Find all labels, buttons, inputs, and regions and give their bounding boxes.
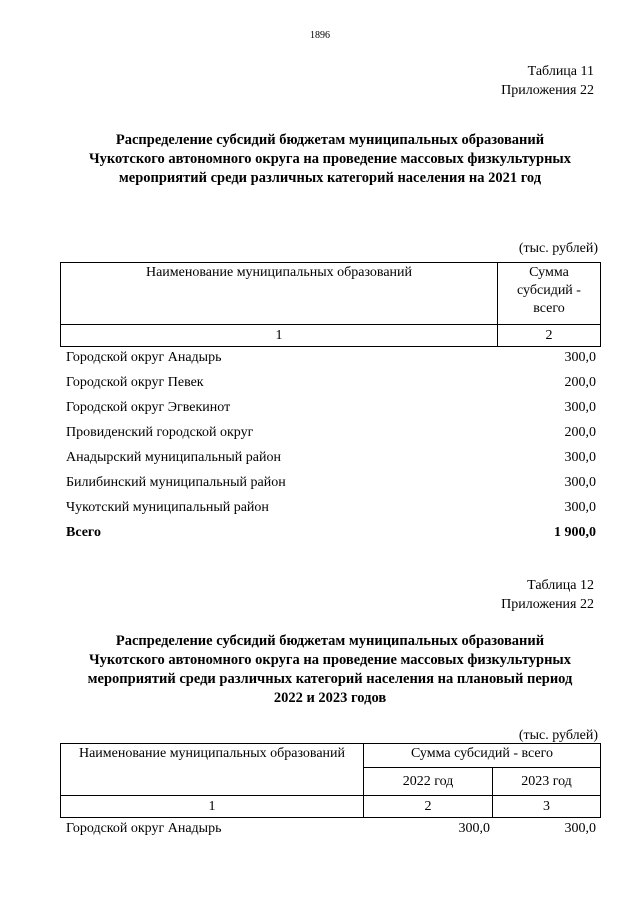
table12-header-year-2022: 2022 год [364,768,493,796]
table12-header-sum: Сумма субсидий - всего [364,744,601,768]
table12-title-line: 2022 и 2023 годов [273,690,387,706]
municipality-name: Анадырский муниципальный район [66,450,281,465]
table-row [66,445,596,470]
table12-header-year-2023: 2023 год [493,768,601,796]
subsidy-value: 300,0 [564,450,596,465]
table11-units: (тыс. рублей) [518,241,598,256]
table11-title-line: Чукотского автономного округа на проведение массовых физкультурных [89,151,571,167]
subsidy-value: 300,0 [564,350,596,365]
table12-number: Таблица 12 [527,578,594,593]
table12-appendix: Приложения 22 [501,597,594,612]
municipality-name: Провиденский городской округ [66,425,254,440]
table11-header-sum-line: Сумма [529,265,569,280]
subsidy-value: 300,0 [564,475,596,490]
table12-column-number: 3 [493,796,601,818]
table12-title-line: Распределение субсидий бюджетам муниципальных образований [115,633,545,649]
table11-header-sum-line: субсидий - [517,283,581,298]
table-row [66,470,596,495]
page-number: 1896 [310,30,330,41]
table11-number: Таблица 11 [527,64,594,79]
municipality-name: Билибинский муниципальный район [66,475,286,490]
table11-header [60,262,601,347]
table-row [66,818,596,840]
table12-title-line: Чукотского автономного округа на проведение массовых физкультурных [89,652,571,668]
subsidy-value-2023: 300,0 [564,821,596,836]
table12-header [60,743,601,818]
municipality-name: Городской округ Анадырь [66,821,222,836]
total-label: Всего [66,525,101,540]
table-row [66,395,596,420]
table12-column-number: 1 [61,796,364,818]
table12-header-name: Наименование муниципальных образований [61,744,364,796]
subsidy-value: 200,0 [564,375,596,390]
table11-column-number: 2 [498,325,601,347]
subsidy-value: 300,0 [564,400,596,415]
table11-header-sum [498,263,601,325]
table-row [66,370,596,395]
municipality-name: Городской округ Эгвекинот [66,400,231,415]
table-row [66,495,596,520]
table11-appendix: Приложения 22 [501,83,594,98]
subsidy-value: 300,0 [564,500,596,515]
table12-title [60,632,600,708]
table12-reference [501,576,594,614]
table11-title-line: Распределение субсидий бюджетам муниципальных образований [115,132,545,148]
total-row [66,520,596,545]
table12-title-line: мероприятий среди различных категорий населения на плановый период [87,671,573,687]
table11-body [66,345,596,545]
table11-header-sum-line: всего [533,301,565,316]
table-row [66,345,596,370]
table12-column-number: 2 [364,796,493,818]
table11-reference [501,62,594,100]
table-row [66,420,596,445]
municipality-name: Чукотский муниципальный район [66,500,269,515]
subsidy-value-2022: 300,0 [458,821,490,836]
table11-header-name: Наименование муниципальных образований [61,263,498,325]
table11-column-number: 1 [61,325,498,347]
table11-title [60,131,600,188]
municipality-name: Городской округ Певек [66,375,204,390]
table11-title-line: мероприятий среди различных категорий населения на 2021 год [118,170,542,186]
municipality-name: Городской округ Анадырь [66,350,222,365]
total-value: 1 900,0 [554,525,596,540]
subsidy-value: 200,0 [564,425,596,440]
table12-units: (тыс. рублей) [518,728,598,743]
